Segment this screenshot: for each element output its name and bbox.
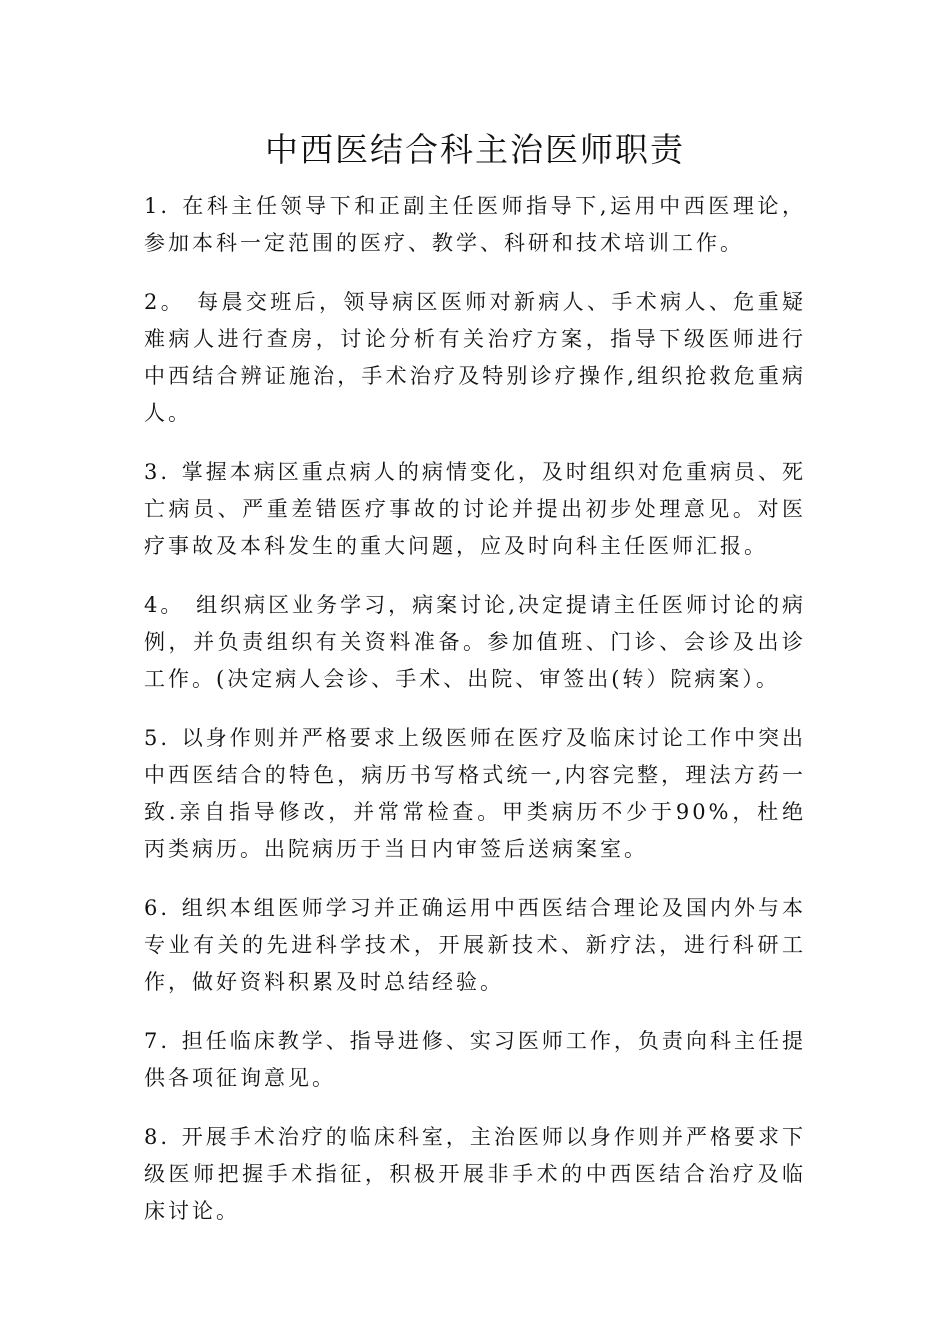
document-title: 中西医结合科主治医师职责 bbox=[265, 130, 685, 169]
duty-item-number: 6. bbox=[144, 896, 171, 920]
duty-item-text: 在科主任领导下和正副主任医师指导下,运用中西医理论，参加本科一定范围的医疗、教学、科研和技术培训工作。 bbox=[144, 194, 806, 255]
duty-item-number: 3. bbox=[144, 460, 171, 484]
duty-item-text: 掌握本病区重点病人的病情变化，及时组织对危重病员、死亡病员、严重差错医疗事故的讨论并提出初步处理意见。对医疗事故及本科发生的重大问题，应及时向科主任医师汇报。 bbox=[144, 460, 806, 558]
duty-item-number: 1. bbox=[144, 194, 171, 218]
duty-item-4 bbox=[144, 587, 806, 698]
duty-item-5 bbox=[144, 720, 806, 868]
duty-item-number: 8. bbox=[144, 1125, 171, 1149]
duty-item-text: 以身作则并严格要求上级医师在医疗及临床讨论工作中突出中西医结合的特色，病历书写格式统一,内容完整，理法方药一致.亲自指导修改，并常常检查。甲类病历不少于90%，杜绝丙类病历。出院病历于当日内审签后送病案室。 bbox=[144, 726, 806, 861]
duty-item-text: 开展手术治疗的临床科室，主治医师以身作则并严格要求下级医师把握手术指征，积极开展非手术的中西医结合治疗及临床讨论。 bbox=[144, 1125, 806, 1223]
duty-item-3 bbox=[144, 454, 806, 565]
duty-item-text: 担任临床教学、指导进修、实习医师工作，负责向科主任提供各项征询意见。 bbox=[144, 1029, 806, 1090]
duty-item-text: 组织病区业务学习，病案讨论,决定提请主任医师讨论的病例，并负责组织有关资料准备。参加值班、门诊、会诊及出诊工作。(决定病人会诊、手术、出院、审签出(转）院病案）。 bbox=[144, 593, 806, 691]
duty-item-8 bbox=[144, 1119, 806, 1230]
duty-item-number: 2。 bbox=[144, 290, 186, 314]
duty-item-7 bbox=[144, 1023, 806, 1097]
duty-item-2 bbox=[144, 284, 806, 432]
duty-item-text: 每晨交班后，领导病区医师对新病人、手术病人、危重疑难病人进行查房，讨论分析有关治疗方案，指导下级医师进行中西结合辨证施治，手术治疗及特别诊疗操作,组织抢救危重病人。 bbox=[144, 290, 806, 425]
duty-item-1 bbox=[144, 188, 806, 262]
duty-item-number: 5. bbox=[144, 726, 171, 750]
duty-item-number: 4。 bbox=[144, 593, 185, 617]
duty-item-number: 7. bbox=[144, 1029, 171, 1053]
duty-item-6 bbox=[144, 890, 806, 1001]
duty-item-text: 组织本组医师学习并正确运用中西医结合理论及国内外与本专业有关的先进科学技术，开展新技术、新疗法，进行科研工作，做好资料积累及时总结经验。 bbox=[144, 896, 806, 994]
